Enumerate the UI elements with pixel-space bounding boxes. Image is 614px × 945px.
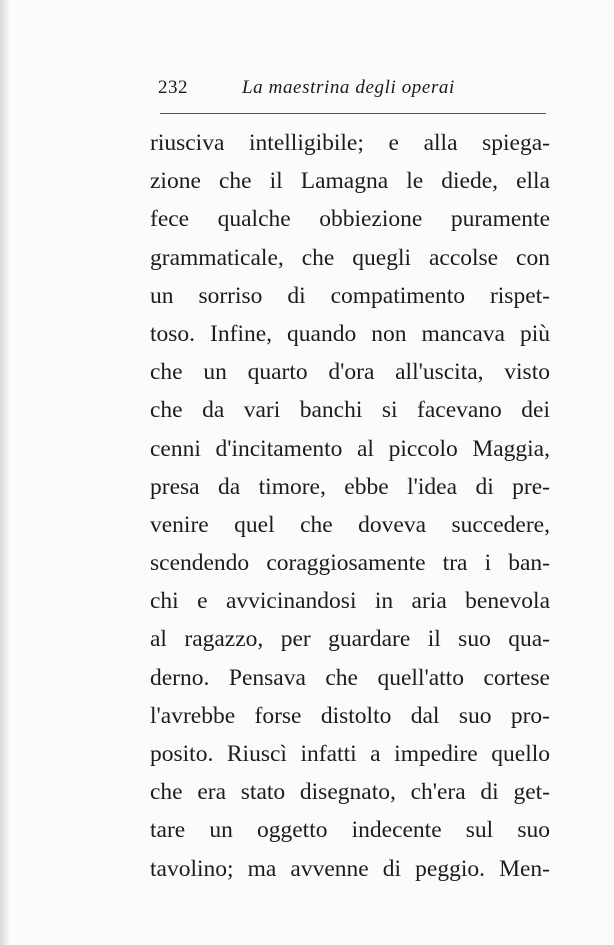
text-line: fece qualche obbiezione puramente (150, 206, 550, 233)
text-line: che da vari banchi si facevano dei (150, 397, 550, 424)
header-rule (160, 113, 546, 114)
text-line: posito. Riuscì infatti a impedire quello (150, 741, 550, 767)
text-line: presa da timore, ebbe l'idea di pre- (150, 473, 550, 500)
text-line: chi e avvicinandosi in aria benevola (150, 588, 550, 615)
text-line: un sorriso di compatimento rispet- (150, 282, 550, 309)
text-line: scendendo coraggiosamente tra i ban- (150, 550, 550, 577)
text-line: al ragazzo, per guardare il suo qua- (150, 626, 550, 653)
text-line: l'avrebbe forse distolto dal suo pro- (150, 702, 550, 729)
text-line: che era stato disegnato, ch'era di get- (150, 779, 550, 806)
text-line: zione che il Lamagna le diede, ella (150, 168, 550, 195)
text-line: toso. Infine, quando non mancava più (150, 320, 550, 347)
text-line: cenni d'incitamento al piccolo Maggia, (150, 435, 550, 462)
text-line: derno. Pensava che quell'atto cortese (150, 664, 550, 691)
text-line: che un quarto d'ora all'uscita, visto (150, 359, 550, 386)
text-line: venire quel che doveva succedere, (150, 511, 550, 538)
text-line: riusciva intelligibile; e alla spiega- (150, 130, 550, 156)
body-text (150, 124, 550, 888)
text-line: tare un oggetto indecente sul suo (150, 817, 550, 844)
page-number: 232 (158, 77, 188, 98)
page-binding-edge (0, 0, 10, 945)
page-header (158, 74, 550, 104)
text-line: grammaticale, che quegli accolse con (150, 244, 550, 271)
text-line: tavolino; ma avvenne di peggio. Men- (150, 855, 550, 882)
running-title: La maestrina degli operai (242, 77, 455, 98)
